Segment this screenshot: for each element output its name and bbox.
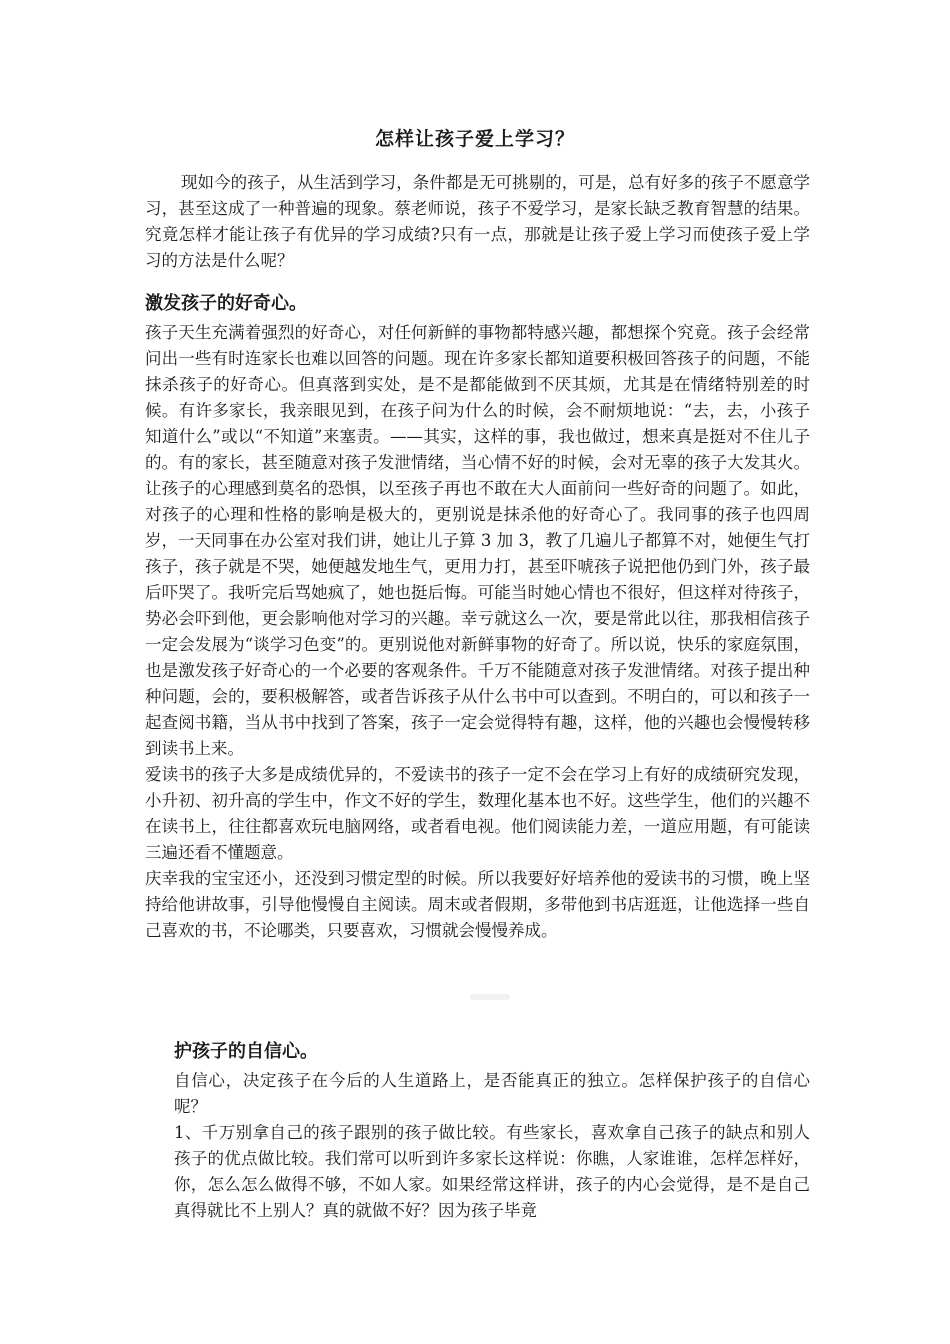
section-heading: 激发孩子的好奇心。: [145, 293, 307, 314]
faint-watermark: [470, 994, 510, 1000]
section-curiosity: [145, 290, 810, 944]
intro-paragraph: 现如今的孩子，从生活到学习，条件都是无可挑剔的，可是，总有好多的孩子不愿意学习，甚至这成了一种普遍的现象。蔡老师说，孩子不爱学习，是家长缺乏教育智慧的结果。究竟怎样才能让孩子有优异的学习成绩?只有一点，那就是让孩子爱上学习而使孩子爱上学习的方法是什么呢？: [145, 173, 810, 270]
document-title: 怎样让孩子爱上学习？: [374, 128, 575, 150]
section-paragraph: 爱读书的孩子大多是成绩优异的，不爱读书的孩子一定不会在学习上有好的成绩研究发现，小升初、初升高的学生中，作文不好的学生，数理化基本也不好。这些学生，他们的兴趣不在读书上，往往都喜欢玩电脑网络，或者看电视。他们阅读能力差，一道应用题，有可能读三遍还看不懂题意。: [145, 765, 810, 862]
section-paragraph: 孩子天生充满着强烈的好奇心，对任何新鲜的事物都特感兴趣，都想探个究竟。孩子会经常问出一些有时连家长也难以回答的问题。现在许多家长都知道要积极回答孩子的问题，不能抹杀孩子的好奇心。但真落到实处，是不是都能做到不厌其烦，尤其是在情绪特别差的时候。有许多家长，我亲眼见到，在孩子问为什么的时候，会不耐烦地说：“去，去，小孩子知道什么”或以“不知道”来塞责。——其实，这样的事，我也做过，想来真是挺对不住儿子的。有的家长，甚至随意对孩子发泄情绪，当心情不好的时候，会对无辜的孩子大发其火。让孩子的心理感到莫名的恐惧，以至孩子再也不敢在大人面前问一些好奇的问题了。如此，对孩子的心理和性格的影响是极大的，更别说是抹杀他的好奇心了。我同事的孩子也四周岁，一天同事在办公室对我们讲，她让儿子算 3 加 3，教了几遍儿子都算不对，她便生气打孩子，孩子就是不哭，她便越发地生气，更用力打，甚至吓唬孩子说把他仍到门外，孩子最后吓哭了。我听完后骂她疯了，她也挺后悔。可能当时她心情也不很好，但这样对待孩子，势必会吓到他，更会影响他对学习的兴趣。幸亏就这么一次，要是常此以往，那我相信孩子一定会发展为“谈学习色变”的。更别说他对新鲜事物的好奇了。所以说，快乐的家庭氛围，也是激发孩子好奇心的一个必要的客观条件。千万不能随意对孩子发泄情绪。对孩子提出种种问题，会的，要积极解答，或者告诉孩子从什么书中可以查到。不明白的，可以和孩子一起查阅书籍，当从书中找到了答案，孩子一定会觉得特有趣，这样，他的兴趣也会慢慢转移到读书上来。: [145, 323, 810, 758]
section-paragraph: 1、千万别拿自己的孩子跟别的孩子做比较。有些家长，喜欢拿自己孩子的缺点和别人孩子的优点做比较。我们常可以听到许多家长这样说：你瞧，人家谁谁，怎样怎样好，你，怎么怎么做得不够，不如人家。如果经常这样讲，孩子的内心会觉得，是不是自己真得就比不上别人？真的就做不好？因为孩子毕竟: [174, 1123, 810, 1220]
section-heading: 护孩子的自信心。: [174, 1041, 318, 1062]
section-confidence: [174, 1038, 810, 1224]
section-paragraph: 自信心，决定孩子在今后的人生道路上，是否能真正的独立。怎样保护孩子的自信心呢？: [174, 1071, 810, 1116]
section-paragraph: 庆幸我的宝宝还小，还没到习惯定型的时候。所以我要好好培养他的爱读书的习惯，晚上坚持给他讲故事，引导他慢慢自主阅读。周末或者假期，多带他到书店逛逛，让他选择一些自己喜欢的书，不论哪类，只要喜欢，习惯就会慢慢养成。: [145, 869, 810, 940]
